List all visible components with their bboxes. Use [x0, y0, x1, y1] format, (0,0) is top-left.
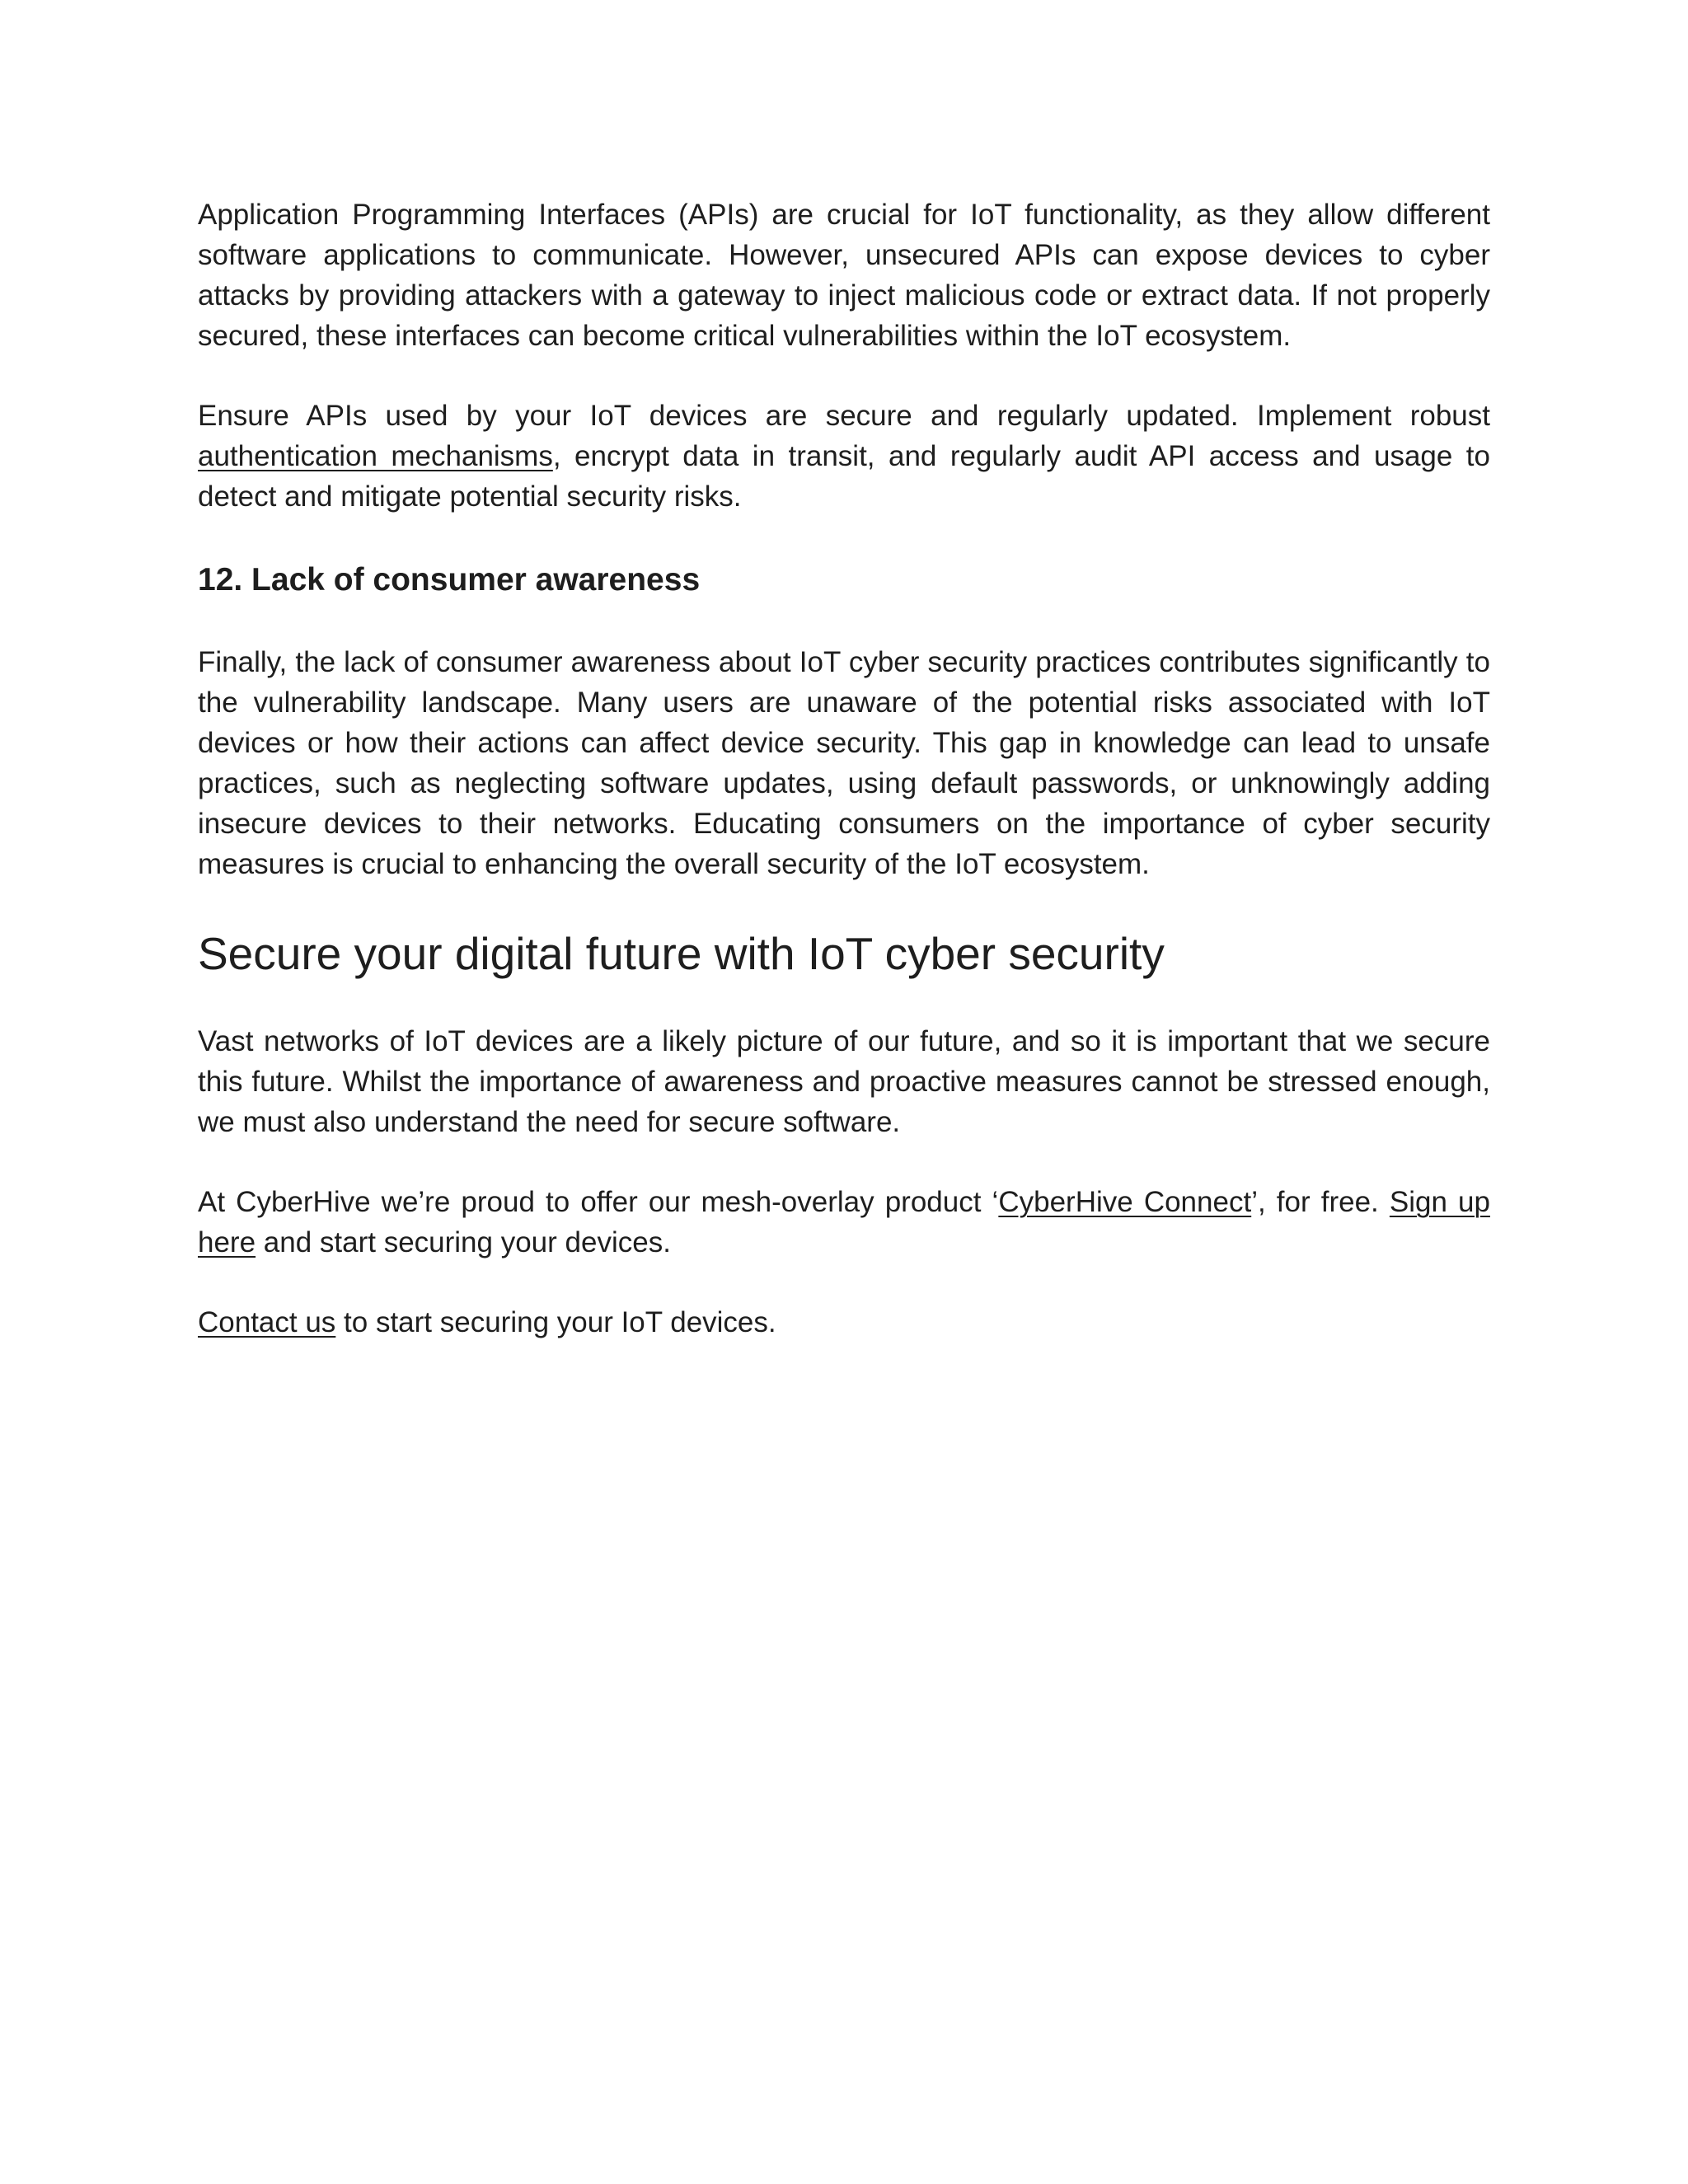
- paragraph-apis-advice: [198, 396, 1490, 517]
- cyberhive-connect-link[interactable]: CyberHive Connect: [998, 1186, 1252, 1218]
- text-segment: and start securing your devices.: [256, 1226, 671, 1258]
- text-segment: At CyberHive we’re proud to offer our mesh-overlay product ‘: [198, 1186, 999, 1218]
- sign-up-link[interactable]: Sign up here: [198, 1186, 1490, 1258]
- paragraph-cyberhive-offer: [198, 1182, 1490, 1263]
- text-segment: to start securing your IoT devices.: [335, 1306, 776, 1338]
- paragraph-apis-intro: Application Programming Interfaces (APIs) are crucial for IoT functionality, as they allow different software applications to communicate. However, unsecured APIs can expose devices to cyber attacks by providing attackers with a gateway to inject malicious code or extract data. If not properly secured, these interfaces can become critical vulnerabilities within the IoT ecosystem.: [198, 199, 1490, 352]
- paragraph-consumer-awareness: Finally, the lack of consumer awareness about IoT cyber security practices contributes significantly to the vulnerability landscape. Many users are unaware of the potential risks associated with IoT devices or how their actions can affect device security. This gap in knowledge can lead to unsafe practices, such as neglecting software updates, using default passwords, or unknowingly adding insecure devices to their networks. Educating consumers on the importance of cyber security measures is crucial to enhancing the overall security of the IoT ecosystem.: [198, 646, 1490, 880]
- document-page: [198, 194, 1490, 1343]
- text-segment: Ensure APIs used by your IoT devices are secure and regularly updated. Implement robust: [198, 400, 1490, 432]
- paragraph-future: Vast networks of IoT devices are a likely picture of our future, and so it is important that we secure this future. Whilst the importance of awareness and proactive measures cannot be stressed enough, we must also understand the need for secure software.: [198, 1025, 1490, 1138]
- heading-lack-of-consumer-awareness: 12. Lack of consumer awareness: [198, 562, 701, 598]
- paragraph-contact: [198, 1302, 1490, 1343]
- text-segment: , encrypt data in transit, and regularly audit API access and usage to detect and mitigate potential security risks.: [198, 440, 1490, 513]
- contact-us-link[interactable]: Contact us: [198, 1306, 336, 1338]
- text-segment: ’, for free.: [1251, 1186, 1390, 1218]
- authentication-mechanisms-link[interactable]: authentication mechanisms: [198, 440, 553, 472]
- section-title: Secure your digital future with IoT cyber security: [198, 928, 1165, 979]
